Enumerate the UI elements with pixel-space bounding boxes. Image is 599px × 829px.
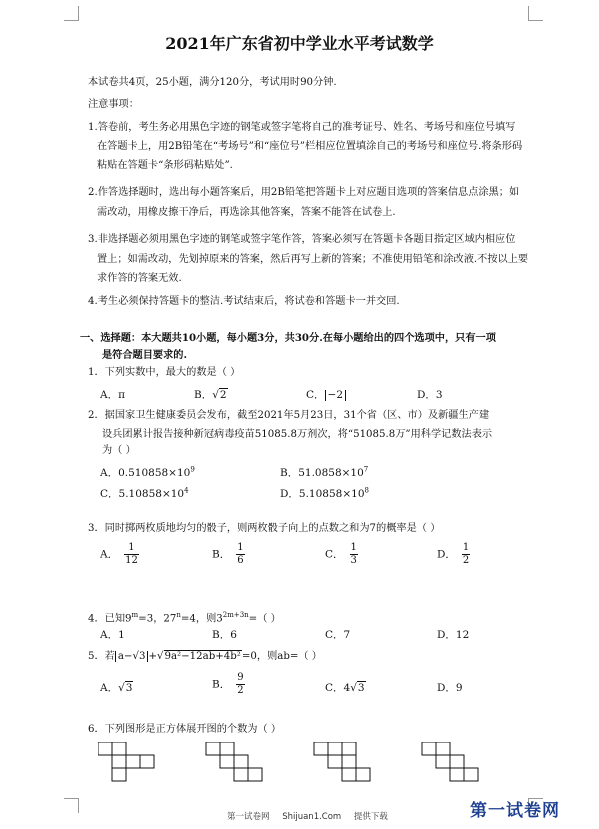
q3-option-c-label: C． [325,548,344,561]
q5-stem-post: =0，则ab=（ ） [241,651,322,662]
page-title: 2021年广东省初中学业水平考试数学 [165,34,434,53]
q2-stem-line-2: 设兵团累计报告接种新冠病毒疫苗51085.8万剂次，将“51085.8万”用科学记数法表示 [102,429,493,440]
section-heading-line-2: 是符合题目要求的. [102,349,188,361]
cube-net-3 [314,742,370,781]
q1-option-c-label: C． [306,389,325,401]
note-3-line-1: 3.非选择题必须用黑色字迹的钢笔或签字笔作答，答案必须写在答题卡各题目指定区域内相应位 [88,234,516,245]
q2-option-b-exp: 7 [363,465,369,474]
q4-sup-exp: 2m+3n [222,611,249,619]
q5-option-a-radicand: 3 [125,682,133,694]
q5-option-b-numerator: 9 [237,672,244,683]
q2-stem-line-1: 2．据国家卫生健康委员会发布，截至2021年5月23日，31个省（区、市）及新疆生产建 [88,410,489,421]
q2-option-d-base: D．5.10858×10 [280,488,365,500]
corner-mark-top-right [528,6,543,21]
cube-net-1 [98,742,154,781]
q1-stem: 1．下列实数中，最大的数是（ ） [88,367,241,378]
note-2-line-1: 2.作答选择题时，选出每小题答案后，用2B铅笔把答题卡上对应题目选项的答案信息点涂黑；如 [88,187,520,198]
q1-option-c-abs: −2 [325,390,346,401]
cube-net-2 [206,742,262,781]
q4-stem-post: =（ ） [248,613,281,625]
q4-sup-n: n [176,611,181,619]
q2-option-a [100,465,195,480]
q2-option-c [100,486,189,501]
q4-stem [88,608,281,626]
q3-option-c-fraction [350,542,358,567]
q3-option-a-numerator: 1 [124,542,139,555]
q5-option-a: A．√3 [100,682,133,694]
q1-option-b-label: B． [194,389,213,401]
q2-option-b [280,465,368,480]
q3-option-a-fraction [124,542,139,567]
intro-line: 本试卷共4页，25小题，满分120分，考试用时90分钟. [88,77,337,88]
notes-header: 注意事项： [88,99,139,110]
q1-option-d: D．3 [417,389,443,401]
corner-mark-bottom-left [64,798,79,813]
q2-option-a-base: A．0.510858×10 [100,467,191,479]
q1-option-b: B．√2 [194,389,227,401]
page-footer: 第一试卷网 Shijuan1.Com 提供下载 [227,812,388,822]
section-heading-line-1: 一、选择题：本大题共10小题，每小题3分，共30分.在每小题给出的四个选项中，只有一项 [80,332,496,344]
note-3-line-3: 求作答的答案无效. [97,273,182,284]
q1-option-b-radicand: 2 [219,389,227,401]
note-1-line-3: 粘贴在答题卡“条形码粘贴处”. [97,160,233,171]
q6-stem: 6．下列图形是正方体展开图的个数为（ ） [88,724,282,735]
q5-option-d: D．9 [437,682,463,694]
q4-option-c: C．7 [325,629,351,641]
q2-option-c-exp: 4 [184,486,189,495]
q3-option-c-denominator: 3 [350,555,357,566]
q3-option-d [437,542,470,567]
q2-option-a-exp: 9 [190,465,195,474]
q3-option-b-numerator: 1 [237,542,244,553]
q5-option-b-denominator: 2 [237,685,244,696]
q5-option-c-radicand: 3 [357,682,365,694]
q3-option-c [325,542,358,567]
q5-option-a-label: A． [100,682,119,694]
q2-option-d [280,486,369,501]
q6-figures [98,742,518,796]
q3-option-b [212,542,245,567]
q4-stem-mid1: =3，27 [138,613,177,625]
q3-option-d-numerator: 1 [462,542,470,553]
note-3-line-2: 置上；如需改动，先划掉原来的答案，然后再写上新的答案；不准使用铅笔和涂改液.不按以上要 [97,254,529,265]
brand-watermark: 第一试卷网 [470,801,560,821]
q5-plus: + [148,651,157,662]
q5-option-b-label: B． [212,678,231,691]
q4-option-a: A．1 [100,629,125,641]
q5-abs: a−√3 [115,651,149,662]
q5-option-c: C．4√3 [325,682,365,694]
corner-mark-top-left [64,6,79,21]
q4-stem-pre: 4．已知9 [88,613,132,625]
q2-stem-line-3: 为（ ） [102,445,136,456]
cube-nets-svg [98,742,518,796]
q4-sup-m: m [131,611,139,619]
q3-option-d-denominator: 2 [462,555,470,566]
q5-stem-pre: 5．若 [88,651,115,662]
q2-option-d-exp: 8 [364,486,369,495]
q3-stem: 3．同时掷两枚质地均匀的骰子，则两枚骰子向上的点数之和为7的概率是（ ） [88,523,441,534]
note-1-line-1: 1.答卷前，考生务必用黑色字迹的钢笔或签字笔将自己的准考证号、姓名、考场号和座位号填写 [88,122,516,133]
q4-stem-mid2: =4，则3 [180,613,223,625]
q3-option-b-denominator: 6 [237,555,244,566]
q3-option-b-fraction [236,542,244,567]
q1-option-a: A．π [100,389,125,401]
q2-option-b-base: B．51.0858×10 [280,467,364,479]
q3-option-a [100,542,139,567]
q3-option-a-denominator: 12 [125,555,138,566]
q3-option-a-label: A． [100,548,119,561]
q3-option-d-fraction [462,542,470,567]
q3-option-c-numerator: 1 [350,542,357,553]
note-1-line-2: 在答题卡上，用2B铅笔在“考场号”和“座位号”栏相应位置填涂自己的考场号和座位号.将条形码 [97,141,523,152]
note-2-line-2: 需改动，用橡皮擦干净后，再选涂其他答案，答案不能答在试卷上. [97,207,396,218]
cube-net-4 [422,742,478,781]
q4-option-d: D．12 [437,629,470,641]
q1-option-c [306,387,346,402]
q5-option-b [212,672,245,697]
q2-option-c-base: C．5.10858×10 [100,488,185,500]
note-4: 4.考生必须保持答题卡的整洁.考试结束后，将试卷和答题卡一并交回. [88,296,400,307]
q3-option-b-label: B． [212,548,231,561]
q5-radicand: 9a²−12ab+4b² [164,651,241,662]
q5-stem: 5．若 a−√3 +√9a²−12ab+4b²=0，则ab=（ ） [88,651,322,662]
q4-option-b: B．6 [212,629,237,641]
q3-option-d-label: D． [437,548,456,561]
q5-option-c-label: C．4 [325,682,351,694]
q5-option-b-fraction [236,672,244,697]
